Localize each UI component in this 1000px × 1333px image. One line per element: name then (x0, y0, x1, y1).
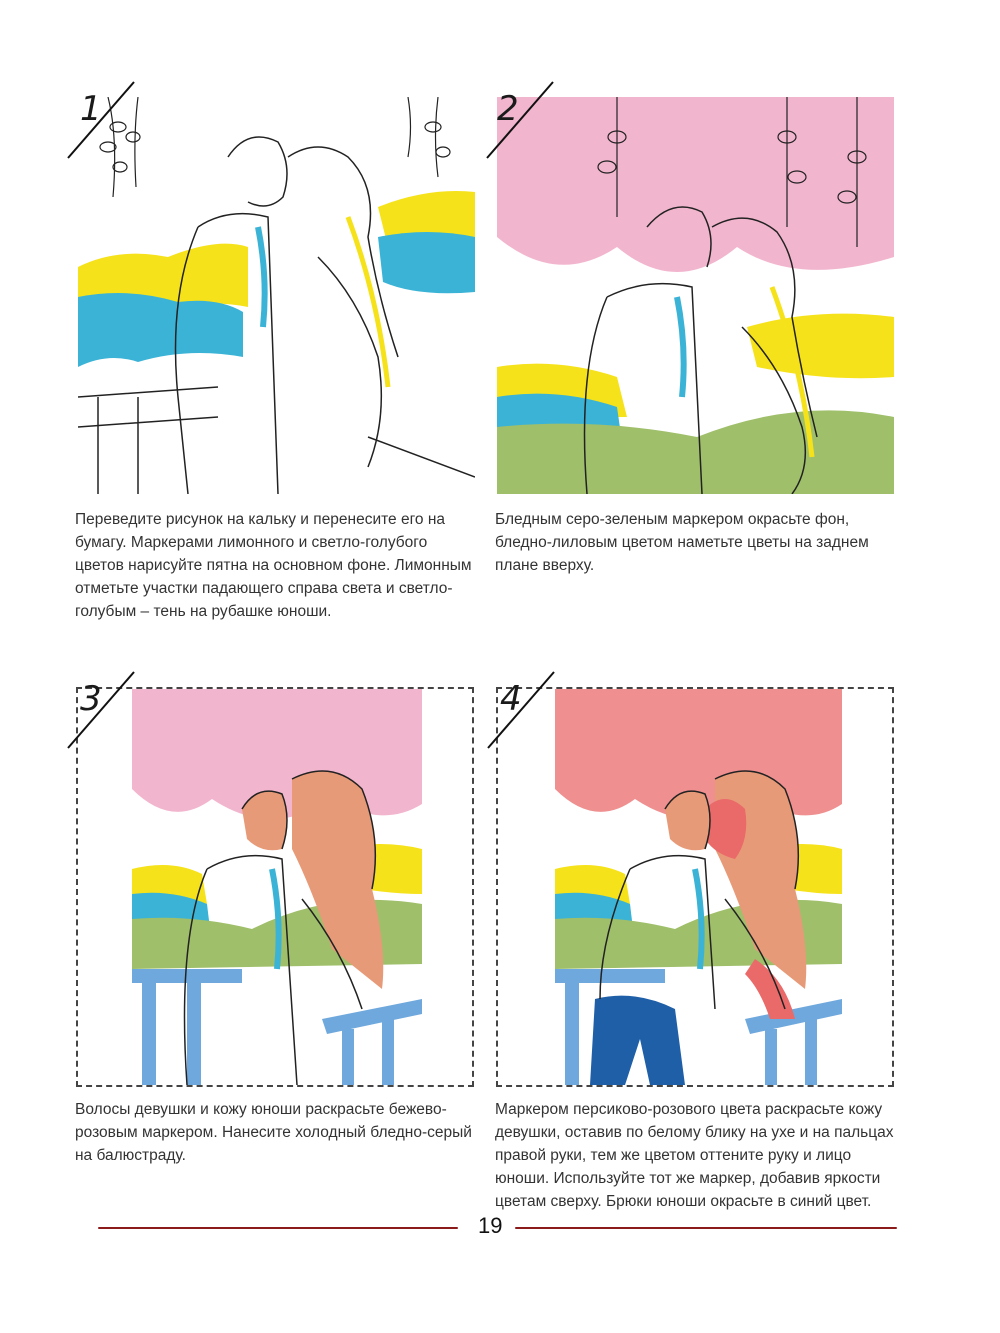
footer-line-left (98, 1227, 458, 1229)
step-1-number: 1 (80, 89, 102, 129)
step-1-caption: Переведите рисунок на кальку и перенесите его на бумагу. Маркерами лимонного и светло-голубого цветов нарисуйте пятна на основном фоне. Лимонным отметьте участки падающего справа света и светло-голубым – тень на рубашке юноши. (75, 511, 472, 620)
step-3-corner-stroke (66, 670, 136, 750)
step-3-number: 3 (80, 679, 102, 719)
step-3-illustration (132, 689, 422, 1085)
step-3-caption: Волосы девушки и кожу юноши раскрасьте бежево-розовым маркером. Нанесите холодный бледно-серый на балюстраду. (75, 1101, 472, 1164)
step-2-drawing (497, 97, 894, 494)
step-1-illustration (78, 97, 475, 494)
step-4-number: 4 (500, 679, 522, 719)
step-1-drawing (78, 97, 475, 494)
step-4-illustration (555, 689, 842, 1085)
step-4-drawing (555, 689, 842, 1085)
step-2-number: 2 (497, 89, 519, 129)
step-4-corner-stroke (486, 670, 556, 750)
step-1-corner-stroke (66, 80, 136, 160)
step-2-caption: Бледным серо-зеленым маркером окрасьте фон, бледно-лиловым цветом наметьте цветы на заднем плане вверху. (495, 511, 869, 574)
step-4-caption: Маркером персиково-розового цвета раскрасьте кожу девушки, оставив по белому блику на ухе и на пальцах правой руки, тем же цветом оттените руку и лицо юноши. Используйте тот же маркер, добавив яркости цветам сверху. Брюки юноши окрасьте в синий цвет. (495, 1101, 894, 1210)
footer-line-right (515, 1227, 897, 1229)
page-number: 19 (478, 1213, 503, 1238)
step-2-corner-stroke (485, 80, 555, 160)
step-3-drawing (132, 689, 422, 1085)
step-2-illustration (497, 97, 894, 494)
